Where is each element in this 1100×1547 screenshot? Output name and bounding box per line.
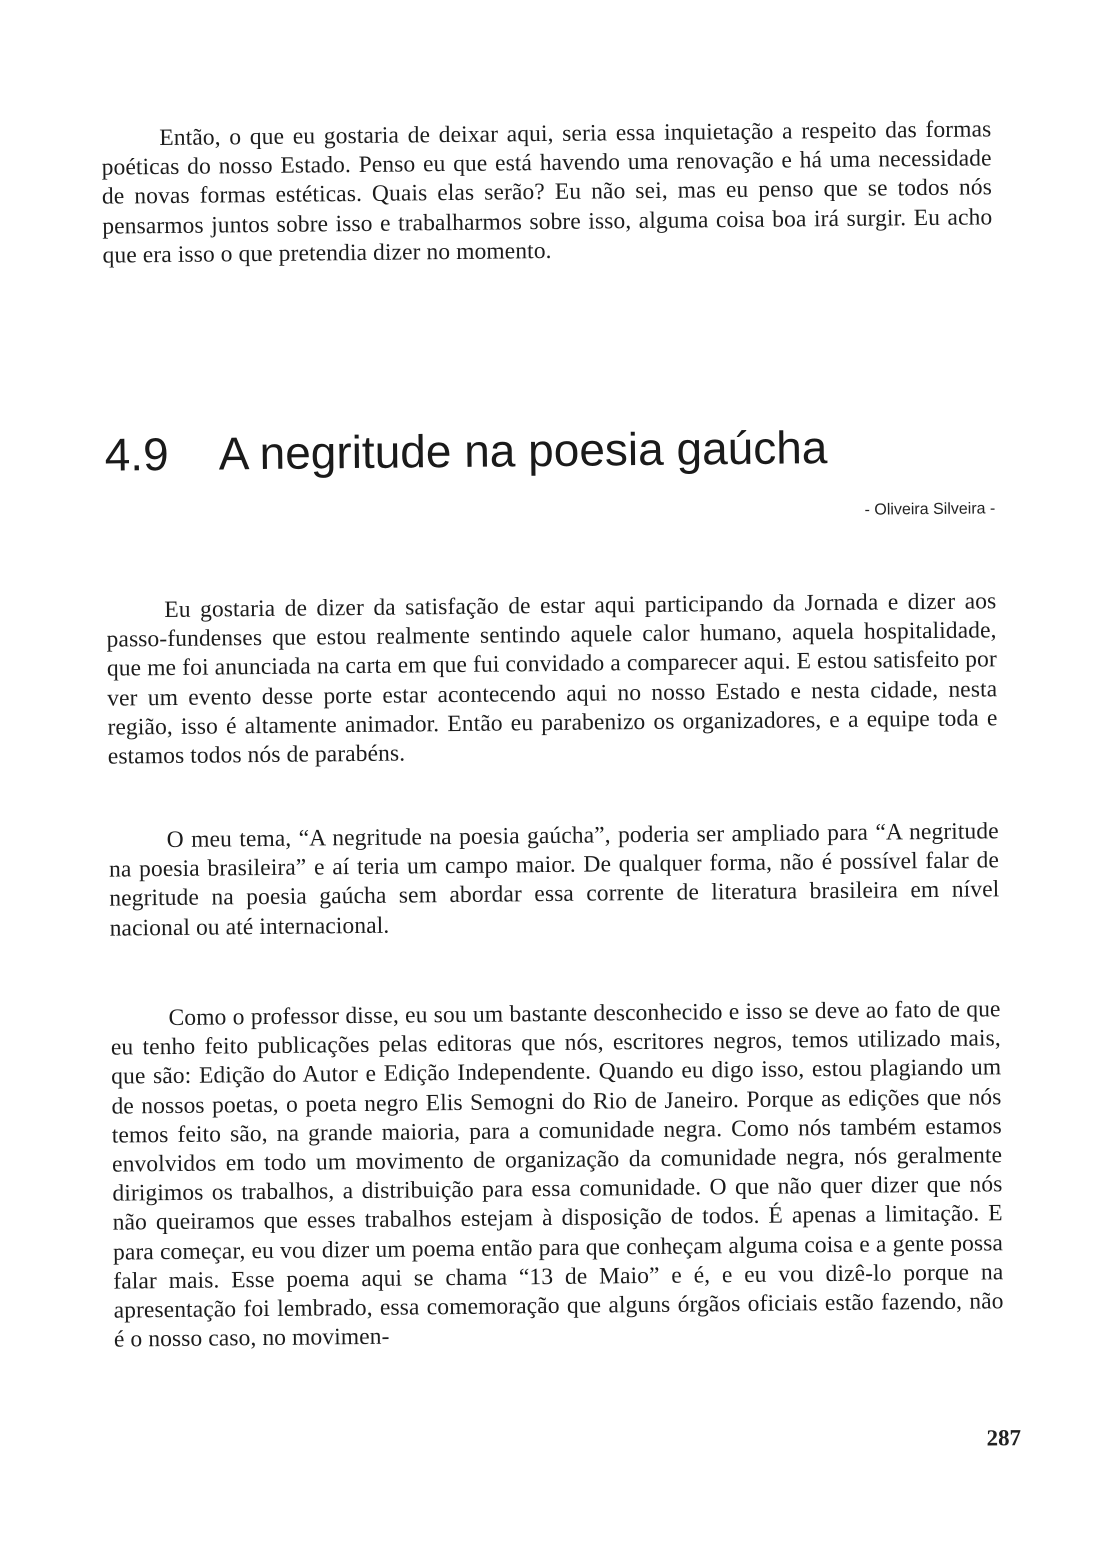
section-title: A negritude na poesia gaúcha — [218, 421, 828, 480]
body-paragraph-1: Eu gostaria de dizer da satisfação de estar aqui participando da Jornada e dizer aos passo-fundenses que estou realmente sentindo aquele calor humano, aquela hospitalidade, que me foi anunciada na carta em que fui convidado a comparecer aqui. E estou satisfeito por ver um evento desse porte estar acontecendo aqui no nosso Estado e nesta cidade, nesta região, isso é altamente animador. Então eu parabenizo os organizadores, e a equipe toda e estamos todos nós de parabéns. — [106, 588, 998, 770]
body-paragraph-3: Como o professor disse, eu sou um bastante desconhecido e isso se deve ao fato de que eu tenho feito publicações pelas editoras que nós, escritores negros, temos utilizado mais, que são: Edição do Autor e Edição Independente. Quando eu digo isso, estou plagiando um de nossos poetas, o poeta negro Elis Semogni do Rio de Janeiro. Porque as edições que nós temos feito são, na grande maioria, para a comunidade negra. Como nós também estamos envolvidos em todo um movimento de organização da comunidade negra, nós geralmente dirigimos os trabalhos, a distribuição para essa comunidade. O que não quer dizer que nós não queiramos que esses trabalhos estejam à disposição de todos. É apenas a limitação. E para começar, eu vou dizer um poema então para que conheçam alguma coisa e a gente possa falar mais. Esse poema aqui se chama “13 de Maio” e é, e eu vou dizê-lo porque na apresentação foi lembrado, essa comemoração que alguns órgãos oficiais estão fazendo, não é o nosso caso, no movimen- — [110, 996, 1004, 1353]
page-number: 287 — [986, 1425, 1022, 1451]
intro-paragraph: Então, o que eu gostaria de deixar aqui, seria essa inquietação a respeito das formas poéticas do nosso Estado. Penso eu que está havendo uma renovação e há uma necessidade de novas formas estéticas. Quais elas serão? Eu não sei, mas eu penso que se todos nós pensarmos juntos sobre isso e trabalharmos sobre isso, alguma coisa boa irá surgir. Eu acho que era isso o que pretendia dizer no momento. — [101, 116, 993, 269]
body-paragraph-2: O meu tema, “A negritude na poesia gaúcha”, poderia ser ampliado para “A negritude na poesia brasileira” e aí teria um campo maior. De qualquer forma, não é possível falar de negritude na poesia gaúcha sem abordar essa corrente de literatura brasileira em nível nacional ou até internacional. — [108, 818, 1000, 942]
section-number: 4.9 — [104, 427, 169, 481]
section-author: - Oliveira Silveira - — [864, 500, 996, 519]
section-heading — [104, 419, 827, 483]
